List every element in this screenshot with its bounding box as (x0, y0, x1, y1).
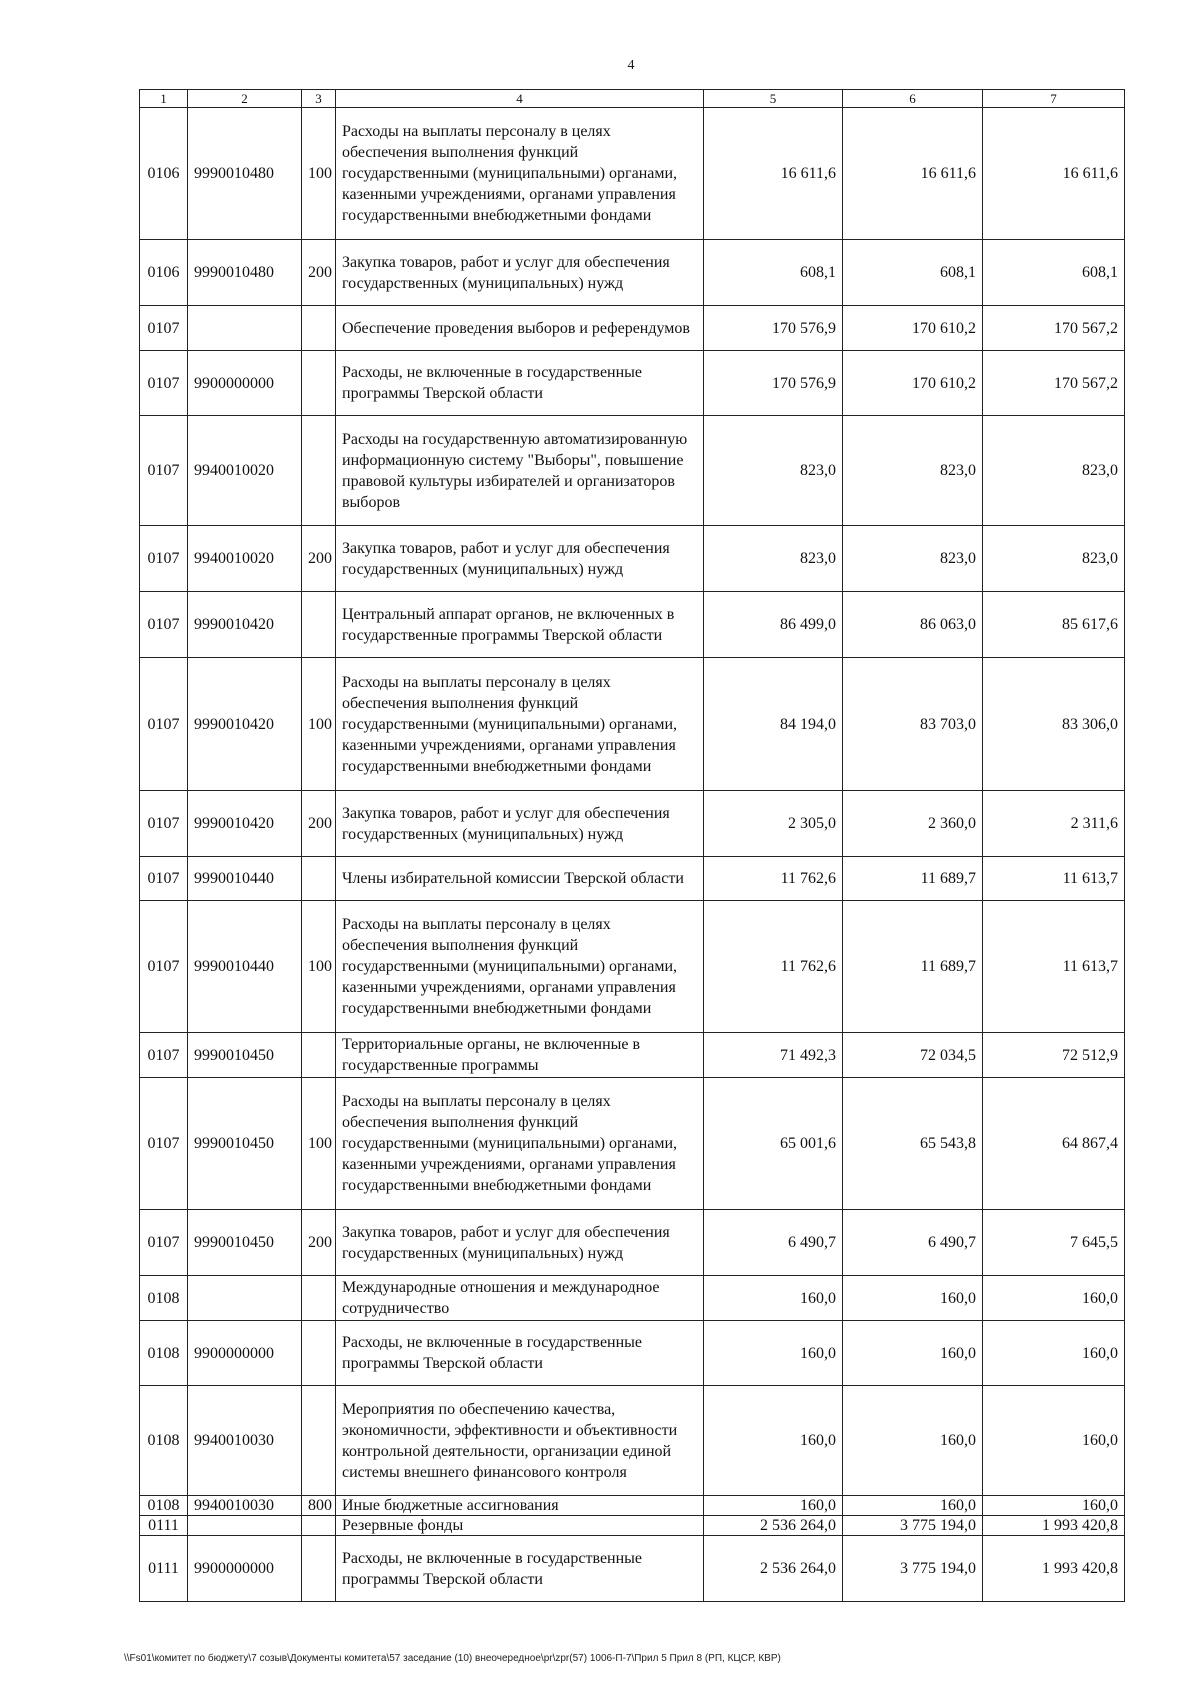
amount-col-5: 65 001,6 (704, 1078, 843, 1210)
amount-col-7: 64 867,4 (983, 1078, 1125, 1210)
target-article-code: 9990010420 (188, 592, 302, 658)
expense-type-code: 100 (302, 901, 336, 1033)
amount-col-6: 65 543,8 (843, 1078, 983, 1210)
amount-col-5: 16 611,6 (704, 108, 843, 240)
expense-description: Центральный аппарат органов, не включенных в государственные программы Тверской области (336, 592, 704, 658)
table-row (140, 1276, 1125, 1321)
expense-description: Резервные фонды (336, 1516, 704, 1536)
expense-type-code: 800 (302, 1496, 336, 1516)
expense-type-code: 100 (302, 108, 336, 240)
amount-col-6: 608,1 (843, 240, 983, 306)
target-article-code: 9990010480 (188, 108, 302, 240)
table-row (140, 1386, 1125, 1496)
expense-description: Закупка товаров, работ и услуг для обеспечения государственных (муниципальных) нужд (336, 1210, 704, 1276)
column-header: 4 (336, 90, 704, 108)
amount-col-6: 11 689,7 (843, 857, 983, 901)
section-code: 0108 (140, 1321, 188, 1386)
target-article-code: 9990010480 (188, 240, 302, 306)
table-row (140, 791, 1125, 857)
section-code: 0107 (140, 1078, 188, 1210)
section-code: 0108 (140, 1386, 188, 1496)
target-article-code: 9940010020 (188, 526, 302, 592)
amount-col-7: 2 311,6 (983, 791, 1125, 857)
amount-col-7: 823,0 (983, 416, 1125, 526)
amount-col-6: 86 063,0 (843, 592, 983, 658)
table-row (140, 416, 1125, 526)
amount-col-7: 1 993 420,8 (983, 1516, 1125, 1536)
amount-col-5: 11 762,6 (704, 901, 843, 1033)
amount-col-5: 823,0 (704, 526, 843, 592)
expense-type-code (302, 592, 336, 658)
target-article-code: 9900000000 (188, 1321, 302, 1386)
amount-col-5: 2 536 264,0 (704, 1536, 843, 1602)
expense-description: Расходы на выплаты персоналу в целях обеспечения выполнения функций государственными (муниципальными) органами, казенными учреждениями, органами управления государственными внебюджетными фондами (336, 1078, 704, 1210)
section-code: 0111 (140, 1516, 188, 1536)
column-header: 5 (704, 90, 843, 108)
target-article-code: 9990010450 (188, 1078, 302, 1210)
section-code: 0107 (140, 306, 188, 351)
target-article-code (188, 306, 302, 351)
expense-type-code (302, 857, 336, 901)
column-header: 3 (302, 90, 336, 108)
amount-col-7: 170 567,2 (983, 351, 1125, 416)
expense-description: Расходы на выплаты персоналу в целях обеспечения выполнения функций государственными (муниципальными) органами, казенными учреждениями, органами управления государственными внебюджетными фондами (336, 658, 704, 791)
amount-col-6: 3 775 194,0 (843, 1516, 983, 1536)
amount-col-5: 86 499,0 (704, 592, 843, 658)
expense-description: Закупка товаров, работ и услуг для обеспечения государственных (муниципальных) нужд (336, 526, 704, 592)
target-article-code: 9990010450 (188, 1210, 302, 1276)
section-code: 0107 (140, 857, 188, 901)
expense-description: Расходы, не включенные в государственные программы Тверской области (336, 351, 704, 416)
amount-col-6: 3 775 194,0 (843, 1536, 983, 1602)
target-article-code: 9990010420 (188, 791, 302, 857)
target-article-code: 9940010030 (188, 1496, 302, 1516)
amount-col-5: 170 576,9 (704, 351, 843, 416)
table-row (140, 1516, 1125, 1536)
expense-type-code (302, 1276, 336, 1321)
amount-col-6: 170 610,2 (843, 306, 983, 351)
expense-type-code (302, 1516, 336, 1536)
amount-col-7: 823,0 (983, 526, 1125, 592)
table-row (140, 306, 1125, 351)
table-row (140, 1033, 1125, 1078)
amount-col-6: 16 611,6 (843, 108, 983, 240)
target-article-code (188, 1276, 302, 1321)
expense-description: Расходы, не включенные в государственные программы Тверской области (336, 1536, 704, 1602)
table-row (140, 1078, 1125, 1210)
amount-col-6: 823,0 (843, 416, 983, 526)
table-row (140, 1536, 1125, 1602)
target-article-code (188, 1516, 302, 1536)
amount-col-5: 823,0 (704, 416, 843, 526)
table-row (140, 526, 1125, 592)
section-code: 0107 (140, 351, 188, 416)
amount-col-6: 160,0 (843, 1276, 983, 1321)
table-row (140, 1210, 1125, 1276)
amount-col-5: 160,0 (704, 1496, 843, 1516)
amount-col-7: 83 306,0 (983, 658, 1125, 791)
target-article-code: 9990010440 (188, 857, 302, 901)
amount-col-7: 11 613,7 (983, 857, 1125, 901)
amount-col-5: 84 194,0 (704, 658, 843, 791)
expense-description: Международные отношения и международное сотрудничество (336, 1276, 704, 1321)
expense-type-code (302, 1321, 336, 1386)
amount-col-5: 6 490,7 (704, 1210, 843, 1276)
expense-description: Расходы, не включенные в государственные программы Тверской области (336, 1321, 704, 1386)
expense-description: Закупка товаров, работ и услуг для обеспечения государственных (муниципальных) нужд (336, 240, 704, 306)
expense-description: Территориальные органы, не включенные в государственные программы (336, 1033, 704, 1078)
table-row (140, 108, 1125, 240)
section-code: 0108 (140, 1276, 188, 1321)
table-header-row (140, 90, 1125, 108)
expense-type-code: 100 (302, 1078, 336, 1210)
expense-type-code (302, 1033, 336, 1078)
expense-type-code: 200 (302, 240, 336, 306)
expense-type-code (302, 351, 336, 416)
amount-col-7: 85 617,6 (983, 592, 1125, 658)
table-row (140, 240, 1125, 306)
expense-description: Члены избирательной комиссии Тверской области (336, 857, 704, 901)
expense-type-code: 200 (302, 791, 336, 857)
expense-type-code: 200 (302, 526, 336, 592)
section-code: 0108 (140, 1496, 188, 1516)
column-header: 2 (188, 90, 302, 108)
amount-col-5: 2 536 264,0 (704, 1516, 843, 1536)
amount-col-7: 16 611,6 (983, 108, 1125, 240)
table-row (140, 351, 1125, 416)
column-header: 1 (140, 90, 188, 108)
expense-type-code (302, 416, 336, 526)
amount-col-5: 160,0 (704, 1276, 843, 1321)
amount-col-7: 160,0 (983, 1321, 1125, 1386)
amount-col-7: 1 993 420,8 (983, 1536, 1125, 1602)
amount-col-5: 11 762,6 (704, 857, 843, 901)
target-article-code: 9900000000 (188, 1536, 302, 1602)
section-code: 0106 (140, 240, 188, 306)
page-number: 4 (627, 58, 635, 73)
amount-col-6: 170 610,2 (843, 351, 983, 416)
amount-col-7: 608,1 (983, 240, 1125, 306)
expense-description: Иные бюджетные ассигнования (336, 1496, 704, 1516)
section-code: 0107 (140, 1210, 188, 1276)
amount-col-7: 170 567,2 (983, 306, 1125, 351)
amount-col-5: 2 305,0 (704, 791, 843, 857)
amount-col-5: 160,0 (704, 1321, 843, 1386)
section-code: 0106 (140, 108, 188, 240)
column-header: 7 (983, 90, 1125, 108)
table-row (140, 1321, 1125, 1386)
expense-type-code (302, 1386, 336, 1496)
expense-description: Обеспечение проведения выборов и референдумов (336, 306, 704, 351)
target-article-code: 9940010030 (188, 1386, 302, 1496)
amount-col-6: 823,0 (843, 526, 983, 592)
footer-file-path: \\Fs01\комитет по бюджету\7 созыв\Документы комитета\57 заседание (10) внеочередное\pr\zpr(57) 1006-П-7\Прил 5 Прил 8 (РП, КЦСР, КВР) (124, 1653, 781, 1664)
amount-col-7: 7 645,5 (983, 1210, 1125, 1276)
amount-col-7: 72 512,9 (983, 1033, 1125, 1078)
amount-col-5: 170 576,9 (704, 306, 843, 351)
budget-table (139, 89, 1125, 1602)
expense-description: Расходы на выплаты персоналу в целях обеспечения выполнения функций государственными (муниципальными) органами, казенными учреждениями, органами управления государственными внебюджетными фондами (336, 108, 704, 240)
amount-col-6: 160,0 (843, 1386, 983, 1496)
amount-col-6: 160,0 (843, 1496, 983, 1516)
expense-type-code: 100 (302, 658, 336, 791)
amount-col-6: 11 689,7 (843, 901, 983, 1033)
expense-description: Мероприятия по обеспечению качества, экономичности, эффективности и объективности контрольной деятельности, организации единой системы внешнего финансового контроля (336, 1386, 704, 1496)
expense-type-code (302, 1536, 336, 1602)
amount-col-6: 160,0 (843, 1321, 983, 1386)
section-code: 0107 (140, 1033, 188, 1078)
amount-col-7: 160,0 (983, 1276, 1125, 1321)
table-row (140, 857, 1125, 901)
amount-col-6: 2 360,0 (843, 791, 983, 857)
target-article-code: 9900000000 (188, 351, 302, 416)
section-code: 0107 (140, 791, 188, 857)
amount-col-6: 6 490,7 (843, 1210, 983, 1276)
amount-col-7: 160,0 (983, 1496, 1125, 1516)
section-code: 0107 (140, 416, 188, 526)
target-article-code: 9990010420 (188, 658, 302, 791)
amount-col-5: 160,0 (704, 1386, 843, 1496)
section-code: 0111 (140, 1536, 188, 1602)
expense-type-code (302, 306, 336, 351)
table-row (140, 1496, 1125, 1516)
section-code: 0107 (140, 526, 188, 592)
target-article-code: 9990010440 (188, 901, 302, 1033)
target-article-code: 9990010450 (188, 1033, 302, 1078)
target-article-code: 9940010020 (188, 416, 302, 526)
section-code: 0107 (140, 592, 188, 658)
expense-description: Расходы на государственную автоматизированную информационную систему "Выборы", повышение правовой культуры избирателей и организаторов выборов (336, 416, 704, 526)
table-row (140, 658, 1125, 791)
amount-col-5: 71 492,3 (704, 1033, 843, 1078)
expense-description: Расходы на выплаты персоналу в целях обеспечения выполнения функций государственными (муниципальными) органами, казенными учреждениями, органами управления государственными внебюджетными фондами (336, 901, 704, 1033)
amount-col-6: 72 034,5 (843, 1033, 983, 1078)
amount-col-7: 11 613,7 (983, 901, 1125, 1033)
section-code: 0107 (140, 658, 188, 791)
amount-col-6: 83 703,0 (843, 658, 983, 791)
expense-description: Закупка товаров, работ и услуг для обеспечения государственных (муниципальных) нужд (336, 791, 704, 857)
section-code: 0107 (140, 901, 188, 1033)
amount-col-7: 160,0 (983, 1386, 1125, 1496)
table-row (140, 592, 1125, 658)
table-row (140, 901, 1125, 1033)
column-header: 6 (843, 90, 983, 108)
amount-col-5: 608,1 (704, 240, 843, 306)
expense-type-code: 200 (302, 1210, 336, 1276)
